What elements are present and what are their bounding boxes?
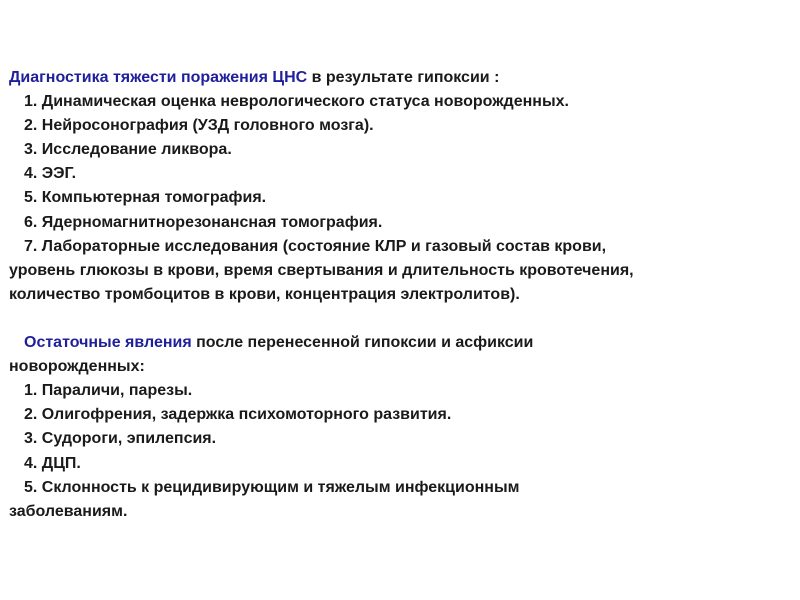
diagnostics-item-6: 6. Ядерномагнитнорезонансная томография.: [24, 213, 383, 231]
residual-heading: [9, 331, 791, 355]
residual-item-3: 3. Судороги, эпилепсия.: [24, 430, 217, 448]
diagnostics-heading-rest: в результате гипоксии :: [307, 69, 500, 86]
diagnostics-item-7-continuation-2: количество тромбоцитов в крови, концентрация электролитов).: [9, 285, 520, 303]
diagnostics-item-2: 2. Нейросонография (УЗД головного мозга).: [24, 117, 374, 135]
diagnostics-section: [9, 66, 791, 307]
diagnostics-item-7: 7. Лабораторные исследования (состояние КЛР и газовый состав крови,: [24, 237, 607, 255]
diagnostics-heading-accent: Диагностика тяжести поражения ЦНС: [9, 69, 308, 86]
residual-item-5: 5. Склонность к рецидивирующим и тяжелым инфекционным: [24, 478, 520, 496]
residual-item-1: 1. Параличи, парезы.: [24, 382, 193, 400]
residual-heading-line2: новорожденных:: [9, 358, 145, 376]
residual-item-5-continuation: заболеваниям.: [9, 502, 128, 520]
residual-item-4: 4. ДЦП.: [24, 454, 81, 472]
section-spacer: [9, 307, 791, 331]
diagnostics-item-1: 1. Динамическая оценка неврологического статуса новорожденных.: [24, 93, 569, 111]
diagnostics-item-7-continuation-1: уровень глюкозы в крови, время свертывания и длительность кровотечения,: [9, 261, 634, 279]
residual-heading-rest: после перенесенной гипоксии и асфиксии: [191, 334, 534, 352]
diagnostics-heading: [9, 66, 791, 90]
diagnostics-item-5: 5. Компьютерная томография.: [24, 189, 267, 207]
residual-heading-accent: Остаточные явления: [24, 334, 192, 352]
diagnostics-item-4: 4. ЭЭГ.: [24, 165, 77, 183]
residual-item-2: 2. Олигофрения, задержка психомоторного развития.: [24, 406, 452, 424]
residual-section: [9, 331, 791, 524]
diagnostics-item-3: 3. Исследование ликвора.: [24, 141, 232, 159]
slide-content: [9, 66, 791, 524]
